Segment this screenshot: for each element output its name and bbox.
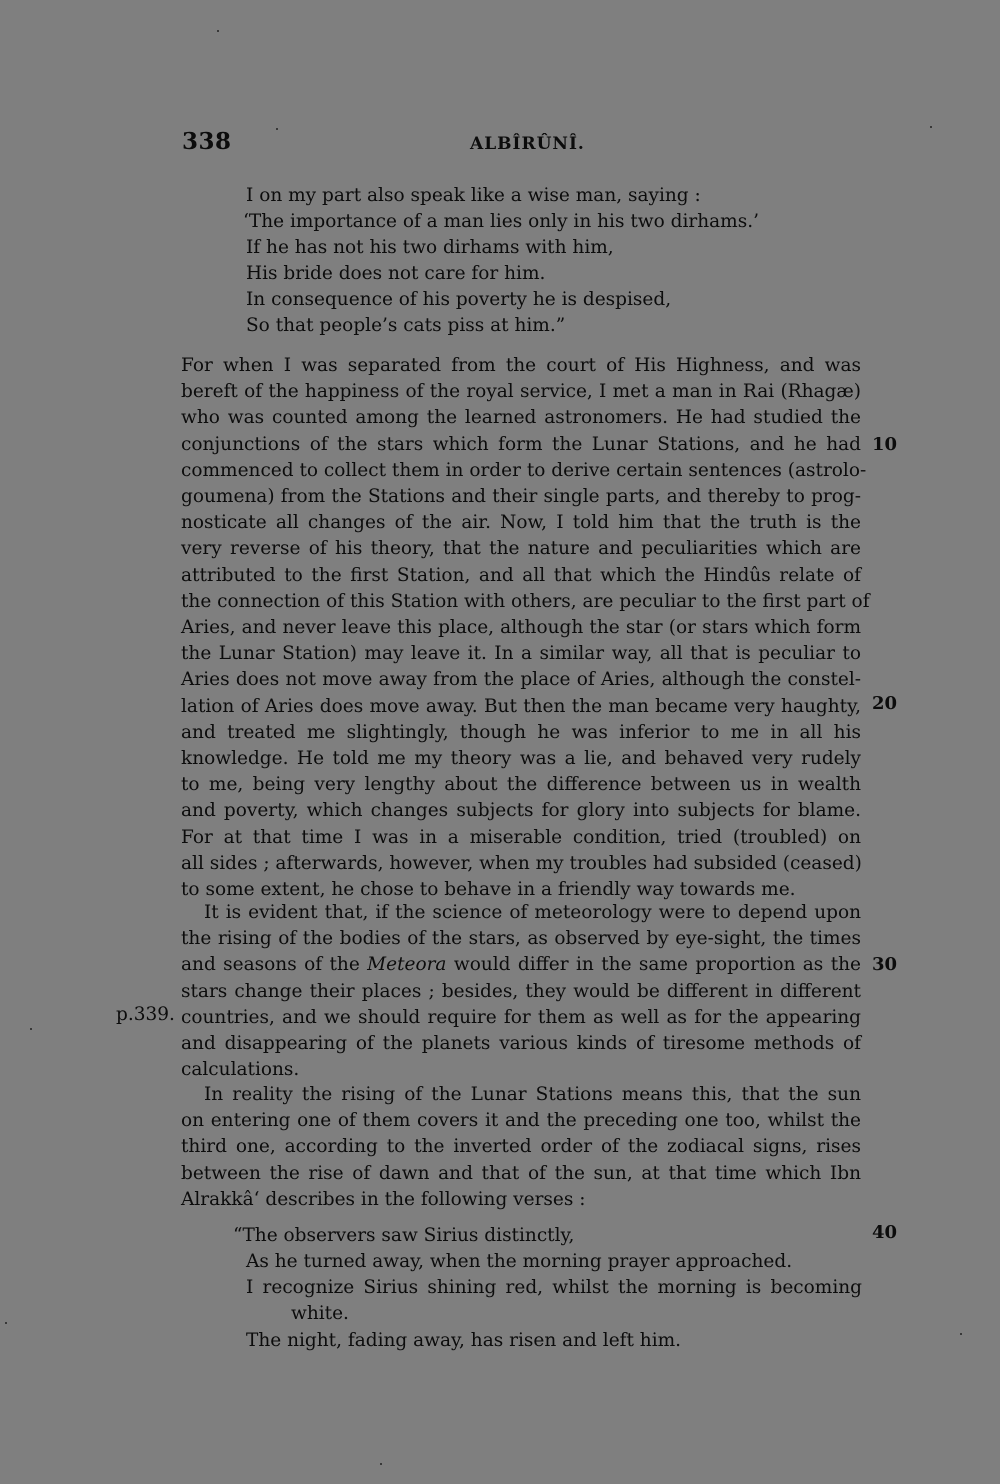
text-line: the Lunar Station) may leave it. In a similar way, all that is peculiar to: [181, 643, 861, 665]
text-line: It is evident that, if the science of meteorology were to depend upon: [204, 902, 861, 923]
text-line: stars change their places ; besides, they would be different in different: [181, 980, 861, 1002]
scan-speck: [930, 126, 932, 128]
text-line: calculations.: [181, 1059, 300, 1081]
text-line: to some extent, he chose to behave in a friendly way towards me.: [181, 879, 796, 901]
text-line: knowledge. He told me my theory was a lie, and behaved very rudely: [181, 748, 861, 770]
line-number-40: 40: [872, 1222, 898, 1243]
text-line: the connection of this Station with others, are peculiar to the first part of: [181, 590, 870, 612]
paragraph-1: [181, 353, 870, 903]
text-line: and seasons of the Meteora would differ in the same proportion as the: [181, 954, 861, 976]
verse-line: If he has not his two dirhams with him,: [246, 237, 614, 258]
page-number: 338: [182, 128, 232, 155]
verse-line: In consequence of his poverty he is despised,: [246, 289, 672, 310]
text-line: commenced to collect them in order to derive certain sentences (astrolo-: [181, 459, 867, 481]
scan-speck: [276, 128, 278, 130]
verse-line: white.: [291, 1303, 349, 1324]
text-line: bereft of the happiness of the royal service, I met a man in Rai (Rhagæ): [181, 381, 861, 403]
text-line: Aries, and never leave this place, although the star (or stars which form: [181, 617, 861, 639]
verse-line: “The observers saw Sirius distinctly,: [233, 1225, 575, 1246]
verse-line: ‘The importance of a man lies only in his two dirhams.’: [243, 211, 759, 232]
text-line: Aries does not move away from the place of Aries, although the constel-: [181, 669, 861, 691]
text-line: goumena) from the Stations and their single parts, and thereby to prog-: [181, 486, 861, 508]
verse-line: So that people’s cats piss at him.”: [246, 315, 566, 336]
text-line: who was counted among the learned astronomers. He had studied the: [181, 407, 861, 429]
text-line: the rising of the bodies of the stars, as observed by eye-sight, the times: [181, 928, 861, 950]
text-line: In reality the rising of the Lunar Stations means this, that the sun: [204, 1084, 861, 1105]
text-line: third one, according to the inverted order of the zodiacal signs, rises: [181, 1136, 861, 1158]
paragraph-2: [181, 900, 861, 1083]
verse-line: As he turned away, when the morning prayer approached.: [246, 1251, 793, 1272]
text-line: to me, being very lengthy about the difference between us in wealth: [181, 774, 861, 796]
text-line: countries, and we should require for them as well as for the appearing: [181, 1006, 861, 1028]
running-title: ALBÎRÛNÎ.: [470, 134, 585, 154]
text-line: lation of Aries does move away. But then the man became very haughty,: [181, 695, 861, 717]
verse-line: The night, fading away, has risen and left him.: [246, 1330, 682, 1351]
text-line: on entering one of them covers it and the preceding one too, whilst the: [181, 1110, 861, 1132]
verse-line: His bride does not care for him.: [246, 263, 546, 284]
text-line: and disappearing of the planets various kinds of tiresome methods of: [181, 1033, 861, 1055]
text-line: and treated me slightingly, though he was inferior to me in all his: [181, 721, 861, 743]
scan-speck: [960, 1333, 962, 1335]
text-line: attributed to the first Station, and all that which the Hindûs relate of: [181, 564, 861, 586]
scan-speck: [380, 1463, 382, 1465]
verse-line: I on my part also speak like a wise man, saying :: [246, 185, 701, 206]
text-line: conjunctions of the stars which form the Lunar Stations, and he had: [181, 433, 861, 455]
scan-speck: [30, 1028, 32, 1030]
text-line: nosticate all changes of the air. Now, I told him that the truth is the: [181, 512, 861, 534]
line-number-10: 10: [872, 434, 898, 455]
line-number-20: 20: [872, 693, 898, 714]
text-line: all sides ; afterwards, however, when my troubles had subsided (ceased): [181, 852, 862, 874]
scan-speck: [5, 1322, 7, 1324]
text-line: between the rise of dawn and that of the sun, at that time which Ibn: [181, 1162, 861, 1184]
text-line: very reverse of his theory, that the nature and peculiarities which are: [181, 538, 861, 560]
page-reference: p.339.: [116, 1004, 175, 1025]
text-line: Alrakkâ‘ describes in the following verses :: [181, 1188, 586, 1210]
scan-speck: [217, 30, 219, 32]
verse-line: I recognize Sirius shining red, whilst the morning is becoming: [246, 1277, 862, 1298]
text-line: For when I was separated from the court of His Highness, and was: [181, 355, 861, 376]
text-line: For at that time I was in a miserable condition, tried (troubled) on: [181, 826, 861, 848]
paragraph-3: [181, 1082, 861, 1213]
text-line: and poverty, which changes subjects for glory into subjects for blame.: [181, 800, 861, 822]
line-number-30: 30: [872, 954, 898, 975]
